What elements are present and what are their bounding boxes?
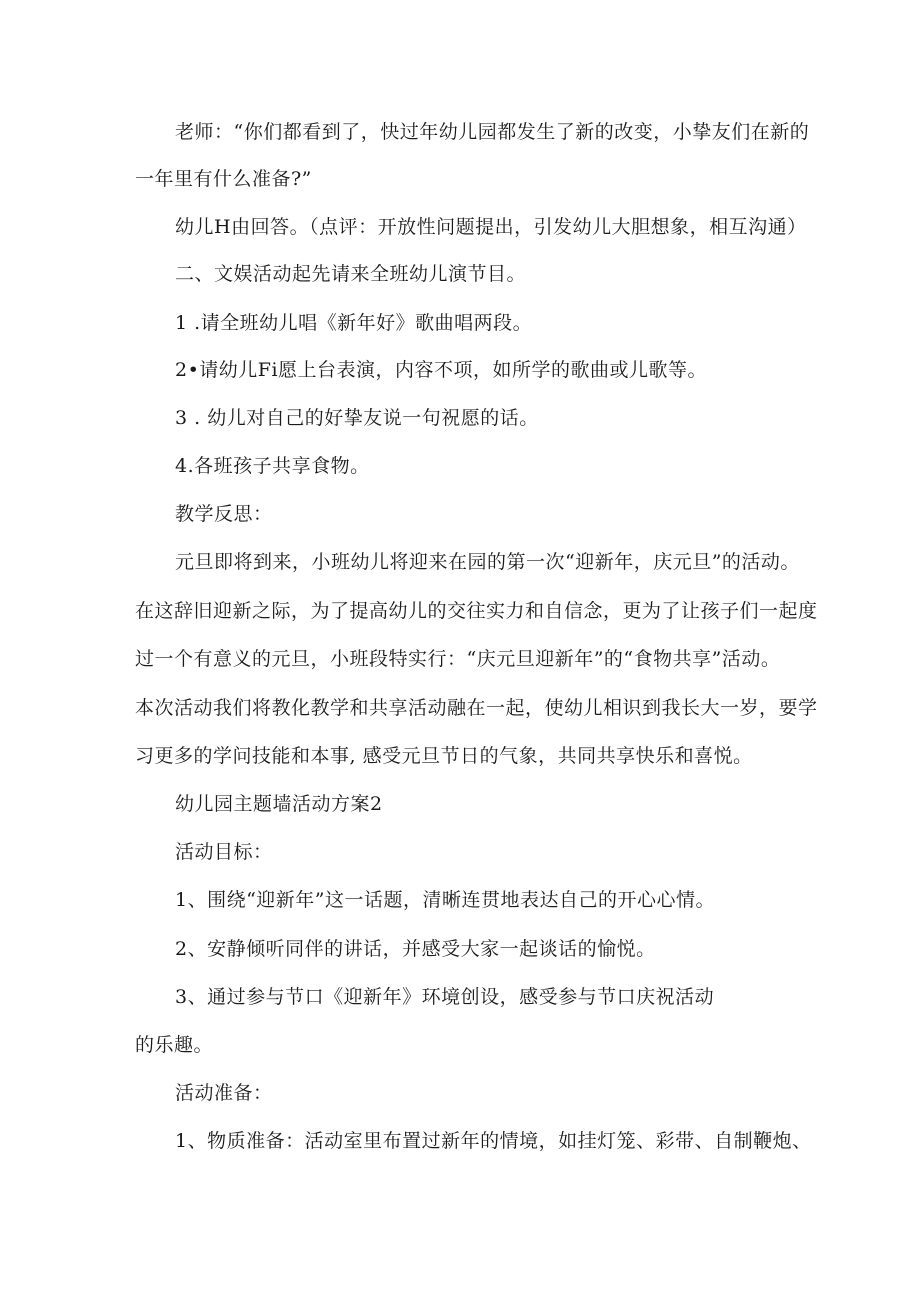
paragraph-line: 一年里有什么准备?” bbox=[135, 168, 312, 190]
paragraph-line: 幼儿H由回答。（点评：开放性问题提出，引发幼儿大胆想象，相互沟通） bbox=[175, 216, 807, 238]
list-item: 3、通过参与节口《迎新年》环境创设，感受参与节口庆祝活动 bbox=[175, 986, 715, 1008]
paragraph-line: 的乐趣。 bbox=[135, 1034, 214, 1056]
paragraph-line: 过一个有意义的元旦，小班段特实行：“庆元旦迎新年”的“食物共享”活动。 bbox=[135, 648, 781, 670]
list-item: 3 . 幼儿对自己的好挚友说一句祝愿的话。 bbox=[175, 407, 539, 429]
list-item: 1、物质准备：活动室里布置过新年的情境，如挂灯笼、彩带、自制鞭炮、 bbox=[175, 1130, 812, 1152]
paragraph-line: 在这辞旧迎新之际，为了提高幼儿的交往实力和自信念，更为了让孩子们一起度 bbox=[135, 600, 818, 622]
list-item: 2、安静倾听同伴的讲话，并感受大家一起谈话的愉悦。 bbox=[175, 938, 656, 960]
list-item: 1、围绕“迎新年”这一话题，清晰连贯地表达自己的开心心情。 bbox=[175, 889, 716, 911]
paragraph-line: 二、文娱活动起先请来全班幼儿演节目。 bbox=[175, 263, 527, 285]
list-item: 2•请幼儿Fi愿上台表演，内容不项，如所学的歌曲或儿歌等。 bbox=[175, 359, 708, 381]
paragraph-line: 老师：“你们都看到了，快过年幼儿园都发生了新的改变，小挚友们在新的 bbox=[175, 121, 810, 143]
section-heading: 活动目标： bbox=[175, 841, 273, 863]
list-item: 4.各班孩子共享食物。 bbox=[175, 455, 370, 477]
section-heading: 教学反思： bbox=[175, 503, 273, 525]
paragraph-line: 元旦即将到来，小班幼儿将迎来在园的第一次“迎新年，庆元旦”的活动。 bbox=[175, 551, 800, 573]
paragraph-line: 本次活动我们将教化教学和共享活动融在一起，使幼儿相识到我长大一岁，要学 bbox=[135, 697, 818, 719]
list-item: 1 .请全班幼儿唱《新年好》歌曲唱两段。 bbox=[175, 312, 533, 334]
section-title: 幼儿园主题墙活动方案2 bbox=[175, 793, 383, 815]
paragraph-line: 习更多的学问技能和本事, 感受元旦节日的气象，共同共享快乐和喜悦。 bbox=[135, 745, 753, 767]
section-heading: 活动准备： bbox=[175, 1082, 273, 1104]
